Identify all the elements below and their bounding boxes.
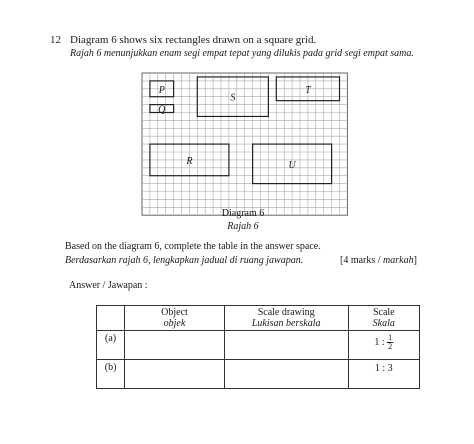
diagram-caption-ms: Rajah 6 [227, 221, 259, 232]
instruction-ms: Berdasarkan rajah 6, lengkapkan jadual di ruang jawapan. [65, 255, 304, 266]
table-row [97, 360, 420, 389]
question-number: 12 [50, 34, 61, 46]
rectangle-label-s: S [230, 92, 236, 104]
header-object: Object objek [125, 306, 225, 331]
scale-cell: 1 : $\frac{1}{2}$ [348, 331, 419, 360]
header-blank [97, 306, 125, 331]
scale-drawing-cell[interactable] [224, 331, 348, 360]
header-scale-drawing: Scale drawing Lukisan berskala [224, 306, 348, 331]
answer-table [96, 305, 420, 389]
row-label: (a) [97, 331, 125, 360]
row-label: (b) [97, 360, 125, 389]
object-cell[interactable] [125, 331, 225, 360]
instruction-en: Based on the diagram 6, complete the table in the answer space. [65, 241, 321, 252]
diagram-caption-en: Diagram 6 [221, 208, 265, 219]
marks-label: [4 marks / markah] [340, 255, 417, 266]
object-cell[interactable] [125, 360, 225, 389]
scale-drawing-cell[interactable] [224, 360, 348, 389]
table-row [97, 331, 420, 360]
answer-label: Answer / Jawapan : [69, 280, 148, 291]
rectangle-label-p: P [158, 84, 165, 96]
table-header-row [97, 306, 420, 331]
scale-fraction: $\frac{1}{2}$ [388, 333, 393, 351]
header-scale: Scale Skala [348, 306, 419, 331]
question-text-en: Diagram 6 shows six rectangles drawn on a square grid. [70, 34, 317, 46]
question-text-ms: Rajah 6 menunjukkan enam segi empat tepat yang dilukis pada grid segi empat sama. [70, 48, 414, 59]
rectangle-label-r: R [186, 155, 193, 167]
rectangle-label-u: U [288, 159, 296, 171]
scale-cell: 1 : 3 [348, 360, 419, 389]
rectangle-label-q: Q [158, 104, 166, 116]
rectangle-label-t: T [305, 84, 311, 96]
